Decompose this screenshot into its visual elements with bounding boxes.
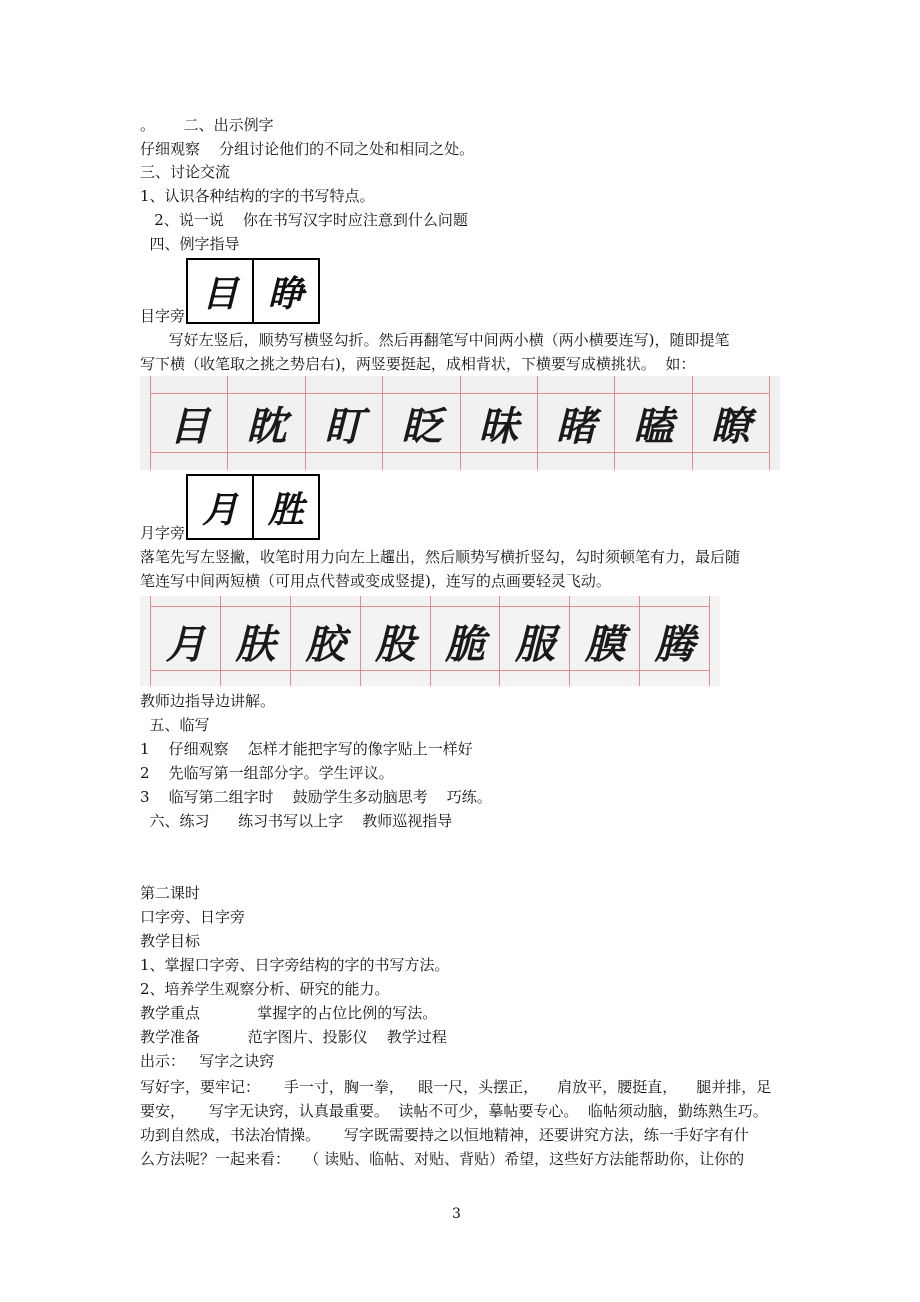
list-item: 3 临写第二组字时 鼓励学生多动脑思考 巧练。 <box>140 788 492 806</box>
moon-radical-desc-1: 落笔先写左竖撇，收笔时用力向左上趯出，然后顺势写横折竖勾，勾时须顿笔有力，最后随 <box>140 548 741 566</box>
heading-copy-writing: 五、临写 <box>140 716 210 734</box>
eye-radical-character-strip <box>140 376 780 470</box>
heading-show-examples: 。 二、出示例字 <box>140 116 274 134</box>
moon-radical-label: 月字旁 <box>140 524 186 542</box>
sample-char: 月 <box>201 489 238 531</box>
paragraph-line: 功到自然成，书法冶情操。 写字既需要持之以恒地精神，还要讲究方法，练一手好字有什 <box>140 1126 749 1144</box>
example-char: 瞭 <box>692 376 770 470</box>
heading-discussion: 三、讨论交流 <box>140 163 231 181</box>
example-char: 月 <box>150 596 220 686</box>
example-char: 盯 <box>305 376 382 470</box>
text-observe: 仔细观察 分组讨论他们的不同之处和相同之处。 <box>140 140 475 158</box>
text-key-point: 教学重点 掌握字的占位比例的写法。 <box>140 1004 438 1022</box>
text-preparation: 教学准备 范字图片、投影仪 教学过程 <box>140 1028 447 1046</box>
example-char: 眨 <box>382 376 459 470</box>
example-char: 服 <box>499 596 569 686</box>
heading-practice: 六、练习 练习书写以上字 教师巡视指导 <box>140 812 453 830</box>
eye-radical-desc-1: 写好左竖后，顺势写横竖勾折。然后再翻笔写中间两小横（两小横要连写)，随即提笔 <box>140 331 730 349</box>
example-char: 肤 <box>220 596 290 686</box>
heading-example-guide: 四、例字指导 <box>140 235 240 253</box>
strip-line <box>150 606 710 607</box>
example-char: 胶 <box>290 596 360 686</box>
list-item: 2 先临写第一组部分字。学生评议。 <box>140 764 394 782</box>
sample-char: 目 <box>201 273 238 315</box>
example-char: 脆 <box>430 596 500 686</box>
text-radicals: 口字旁、日字旁 <box>140 908 246 926</box>
strip-line <box>150 393 770 394</box>
sample-char: 睁 <box>252 260 318 322</box>
text-teacher-guide: 教师边指导边讲解。 <box>140 692 276 710</box>
example-char: 目 <box>150 376 227 470</box>
page-number: 3 <box>452 1206 461 1222</box>
eye-radical-desc-2: 写下横（收笔取之挑之势启右)，两竖要挺起，成相背状，下横要写成横挑状。 如： <box>140 355 696 373</box>
sample-char: 胜 <box>252 476 318 538</box>
example-char: 股 <box>360 596 430 686</box>
list-item: 1 仔细观察 怎样才能把字写的像字贴上一样好 <box>140 740 473 758</box>
heading-teaching-goals: 教学目标 <box>140 932 201 950</box>
example-char: 昧 <box>460 376 537 470</box>
list-item: 2、培养学生观察分析、研究的能力。 <box>140 980 390 998</box>
moon-radical-character-strip <box>140 596 720 686</box>
example-char: 瞌 <box>614 376 691 470</box>
heading-second-lesson: 第二课时 <box>140 884 201 902</box>
eye-radical-label: 目字旁 <box>140 307 186 325</box>
text-say: 2、说一说 你在书写汉字时应注意到什么问题 <box>140 211 468 229</box>
example-char: 眈 <box>227 376 304 470</box>
example-char: 睹 <box>537 376 614 470</box>
moon-radical-sample-box <box>186 474 320 540</box>
paragraph-line: 要安， 写字无诀窍，认真最重要。 读帖不可少，摹帖要专心。 临帖须动脑，勤练熟生巧。 <box>140 1102 768 1120</box>
eye-radical-sample-box <box>186 258 320 324</box>
example-char: 腾 <box>639 596 710 686</box>
list-item: 1、掌握口字旁、日字旁结构的字的书写方法。 <box>140 956 450 974</box>
paragraph-line: 写好字，要牢记： 手一寸，胸一拳， 眼一尺，头摆正， 肩放平，腰挺直， 腿并排，足 <box>140 1078 772 1096</box>
paragraph-line: 么方法呢？一起来看： （ 读贴、临帖、对贴、背贴）希望，这些好方法能帮助你，让你的 <box>140 1150 745 1168</box>
moon-radical-desc-2: 笔连写中间两短横（可用点代替或变成竖提)，连写的点画要轻灵飞动。 <box>140 572 611 590</box>
strip-line <box>150 670 710 671</box>
text-structure: 1、认识各种结构的字的书写特点。 <box>140 187 375 205</box>
strip-line <box>150 452 770 453</box>
example-char: 膜 <box>569 596 639 686</box>
text-show: 出示： 写字之诀窍 <box>140 1052 275 1070</box>
